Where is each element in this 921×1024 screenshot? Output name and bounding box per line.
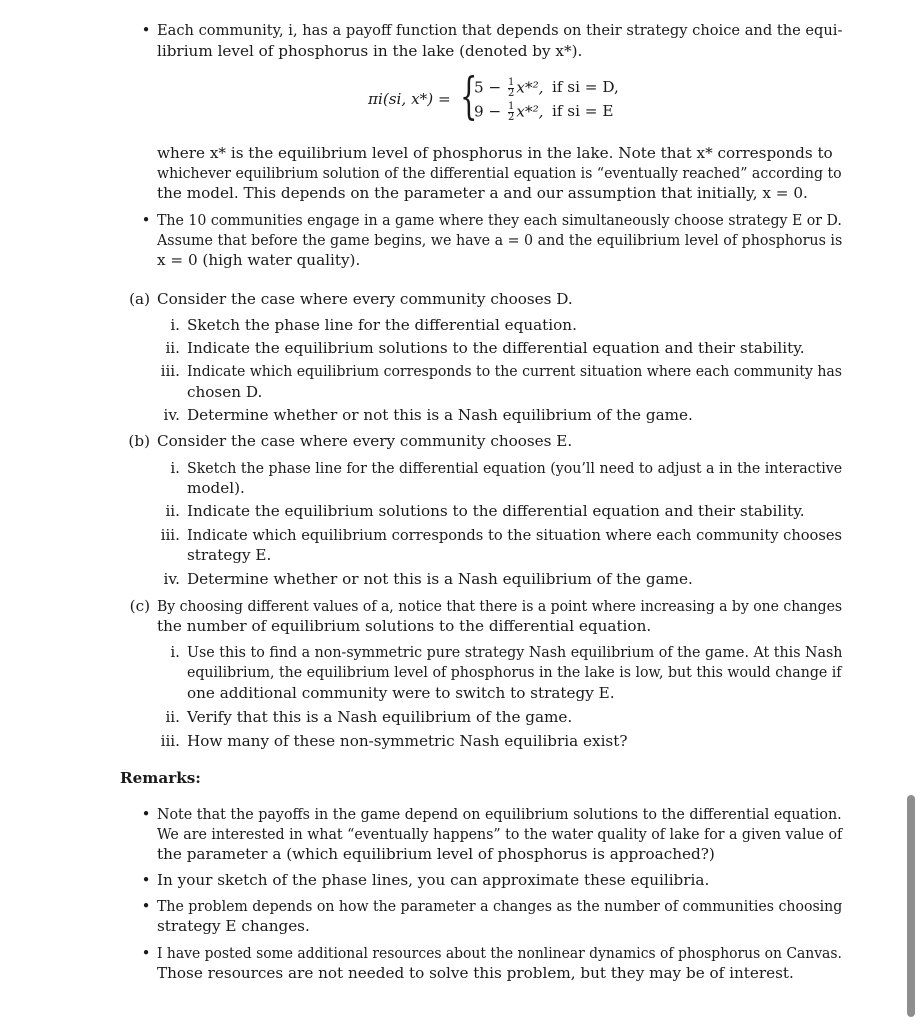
formula-fraction-1 (508, 78, 514, 99)
part-c-iii-text: How many of these non-symmetric Nash equilibria exist? (187, 732, 628, 750)
formula-lhs: πi(si, x*) = (368, 90, 451, 108)
frac-num-2: 1 (508, 101, 515, 112)
part-b-ii-text: Indicate the equilibrium solutions to the differential equation and their stability. (187, 502, 805, 520)
where-line-1: where x* is the equilibrium level of phosphorus in the lake. Note that x* corresponds to (157, 144, 833, 162)
bullet2-line1: The 10 communities engage in a game where they each simultaneously choose strategy E or D. (157, 211, 842, 229)
frac-den-2: 2 (508, 112, 515, 123)
where-line-3: the model. This depends on the parameter a and our assumption that initially, x = 0. (157, 184, 808, 202)
part-a-text: Consider the case where every community chooses D. (157, 290, 573, 308)
part-c-line2: the number of equilibrium solutions to the differential equation. (157, 617, 652, 635)
part-b-iv-text: Determine whether or not this is a Nash equilibrium of the game. (187, 570, 693, 588)
part-a-i-label: i. (170, 316, 180, 334)
formula-brace: { (460, 67, 478, 125)
remark1-line2: We are interested in what “eventually happens” to the water quality of lake for a given value of (157, 825, 843, 843)
vertical-scrollbar-thumb[interactable] (907, 795, 915, 1017)
part-a-ii-label: ii. (165, 339, 180, 357)
part-c-i-line1: Use this to find a non-symmetric pure strategy Nash equilibrium of the game. At this Nash (187, 643, 843, 661)
part-b-iii-label: iii. (160, 526, 180, 544)
part-c-i-label: i. (170, 643, 180, 661)
part-a-iii-line2: chosen D. (187, 383, 263, 401)
formula-x-term-1: x*², (516, 78, 544, 97)
part-a-label: (a) (129, 290, 150, 308)
part-c-iii-label: iii. (160, 732, 180, 750)
formula-fraction-2 (508, 102, 514, 123)
bullet-marker: • (141, 21, 151, 39)
part-b-label: (b) (128, 432, 150, 450)
bullet-marker: • (141, 871, 151, 889)
bullet-marker: • (141, 805, 151, 823)
part-b-text: Consider the case where every community chooses E. (157, 432, 573, 450)
part-a-iv-label: iv. (163, 406, 180, 424)
part-a-ii-text: Indicate the equilibrium solutions to the differential equation and their stability. (187, 339, 805, 357)
part-b-i-line1: Sketch the phase line for the differential equation (you’ll need to adjust a in the interactive (187, 459, 843, 477)
part-a-iv-text: Determine whether or not this is a Nash equilibrium of the game. (187, 406, 693, 424)
part-c-line1: By choosing different values of a, notice that there is a point where increasing a by one changes (157, 597, 843, 615)
remark1-line3: the parameter a (which equilibrium level of phosphorus is approached?) (157, 845, 715, 863)
frac-num-1: 1 (508, 77, 515, 88)
frac-den-1: 2 (508, 88, 515, 99)
formula-row-1 (474, 78, 544, 99)
part-b-iii-line2: strategy E. (187, 546, 272, 564)
bullet2-line3: x = 0 (high water quality). (157, 251, 361, 269)
formula-condition-1: if si = D, (552, 78, 619, 96)
payoff-formula (368, 67, 668, 126)
part-a-iii-label: iii. (160, 362, 180, 380)
bullet1-line1: Each community, i, has a payoff function that depends on their strategy choice and the equi- (157, 21, 843, 39)
part-b-i-label: i. (170, 459, 180, 477)
formula-condition-2: if si = E (552, 102, 614, 120)
remark4-line1: I have posted some additional resources about the nonlinear dynamics of phosphorus on Canvas. (157, 944, 842, 962)
formula-row-2 (474, 102, 544, 123)
part-c-i-line2: equilibrium, the equilibrium level of phosphorus in the lake is low, but this would change if (187, 663, 842, 681)
bullet1-line2: librium level of phosphorus in the lake (denoted by x*). (157, 42, 583, 60)
formula-x-term-2: x*², (516, 102, 544, 121)
bullet-marker: • (141, 897, 151, 915)
bullet-marker: • (141, 211, 151, 229)
part-b-iii-line1: Indicate which equilibrium corresponds to the situation where each community chooses (187, 526, 843, 544)
part-a-i-text: Sketch the phase line for the differential equation. (187, 316, 577, 334)
remark1-line1: Note that the payoffs in the game depend on equilibrium solutions to the differential equation. (157, 805, 842, 823)
remark4-line2: Those resources are not needed to solve this problem, but they may be of interest. (157, 964, 794, 982)
bullet2-line2: Assume that before the game begins, we have a = 0 and the equilibrium level of phosphorus is (157, 231, 843, 249)
part-b-i-line2: model). (187, 479, 245, 497)
part-c-ii-text: Verify that this is a Nash equilibrium of the game. (187, 708, 573, 726)
part-b-iv-label: iv. (163, 570, 180, 588)
formula-row1-expr: 5 − (474, 78, 507, 97)
part-c-i-line3: one additional community were to switch to strategy E. (187, 684, 615, 702)
formula-row2-expr: 9 − (474, 102, 507, 121)
bullet-marker: • (141, 944, 151, 962)
remark2-line1: In your sketch of the phase lines, you can approximate these equilibria. (157, 871, 710, 889)
part-c-label: (c) (129, 597, 150, 615)
remarks-heading: Remarks: (120, 769, 201, 787)
remark3-line2: strategy E changes. (157, 917, 310, 935)
part-a-iii-line1: Indicate which equilibrium corresponds to the current situation where each community has (187, 362, 843, 380)
part-b-ii-label: ii. (165, 502, 180, 520)
remark3-line1: The problem depends on how the parameter a changes as the number of communities choosing (157, 897, 843, 915)
where-line-2: whichever equilibrium solution of the differential equation is “eventually reached” according to (157, 164, 842, 182)
part-c-ii-label: ii. (165, 708, 180, 726)
